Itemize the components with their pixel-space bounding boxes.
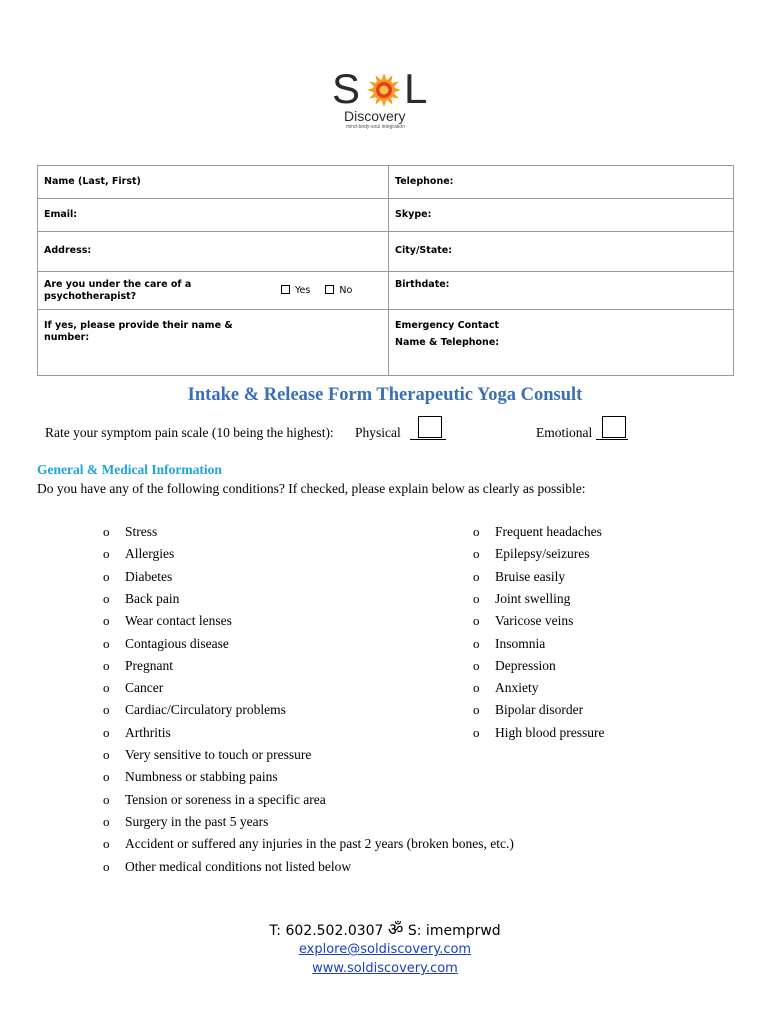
footer-skype: S: imemprwd <box>407 923 501 939</box>
sun-icon <box>366 72 402 108</box>
bullet-icon: o <box>473 657 480 673</box>
client-info-table <box>37 165 734 376</box>
list-item[interactable]: Depression <box>495 657 556 673</box>
table-row <box>38 199 733 232</box>
city-state-label: City/State: <box>395 245 453 256</box>
list-item[interactable]: Cardiac/Circulatory problems <box>125 702 286 718</box>
list-item[interactable]: Anxiety <box>495 680 539 696</box>
emergency-label-line-2: Name & Telephone: <box>395 337 500 348</box>
list-item[interactable]: Other medical conditions not listed below <box>125 858 352 874</box>
name-cell[interactable] <box>38 166 389 198</box>
logo-discovery-text: Discovery <box>344 108 406 124</box>
footer-email-line <box>0 942 770 957</box>
bullet-icon: o <box>103 836 110 852</box>
footer-website-link[interactable]: www.soldiscovery.com <box>312 961 458 976</box>
no-option[interactable] <box>325 285 352 296</box>
list-item[interactable]: Allergies <box>125 546 175 562</box>
city-state-cell[interactable] <box>389 232 733 271</box>
conditions-question: Do you have any of the following conditions? If checked, please explain below as clearly as possible: <box>37 481 586 496</box>
list-item[interactable]: Joint swelling <box>495 590 571 606</box>
skype-label: Skype: <box>395 209 432 220</box>
emergency-label-line-1: Emergency Contact <box>395 320 500 331</box>
footer-website-line <box>0 961 770 976</box>
yes-label: Yes <box>295 285 311 296</box>
section-heading: General & Medical Information <box>37 462 222 477</box>
sol-discovery-logo <box>330 65 440 132</box>
email-label: Email: <box>44 209 78 220</box>
logo-tagline: mind-body-soul integration <box>346 124 405 130</box>
birthdate-cell[interactable] <box>389 272 733 309</box>
no-label: No <box>339 285 353 296</box>
address-label: Address: <box>44 245 92 256</box>
telephone-label: Telephone: <box>395 176 454 187</box>
provider-cell[interactable] <box>38 310 389 376</box>
provider-label-line-1: If yes, please provide their name & <box>44 320 233 331</box>
bullet-icon: o <box>103 813 110 829</box>
bullet-icon: o <box>103 635 110 651</box>
address-cell[interactable] <box>38 232 389 271</box>
bullet-icon: o <box>103 590 110 606</box>
table-row <box>38 232 733 272</box>
list-item[interactable]: Back pain <box>125 590 180 606</box>
list-item[interactable]: Pregnant <box>125 657 173 673</box>
list-item[interactable]: Insomnia <box>495 635 546 651</box>
list-item[interactable]: Bipolar disorder <box>495 702 584 718</box>
list-item[interactable]: Bruise easily <box>495 568 566 584</box>
list-item[interactable]: Arthritis <box>125 724 171 740</box>
name-label: Name (Last, First) <box>44 176 141 187</box>
bullet-icon: o <box>103 858 110 874</box>
emergency-contact-cell[interactable] <box>389 310 733 376</box>
table-row <box>38 310 733 376</box>
bullet-icon: o <box>473 546 480 562</box>
bullet-icon: o <box>103 747 110 762</box>
psychotherapist-options <box>281 285 364 296</box>
yes-option[interactable] <box>281 285 310 296</box>
bullet-icon: o <box>103 680 110 696</box>
list-item[interactable]: Tension or soreness in a specific area <box>125 791 326 807</box>
skype-cell[interactable] <box>389 199 733 231</box>
no-checkbox[interactable] <box>325 285 334 294</box>
footer-contact-line <box>0 917 770 940</box>
list-item[interactable]: Numbness or stabbing pains <box>125 769 278 785</box>
bullet-icon: o <box>103 724 110 740</box>
list-item[interactable]: Wear contact lenses <box>125 613 232 629</box>
psychotherapist-label-line-1: Are you under the care of a <box>44 279 192 290</box>
physical-label: Physical <box>355 425 401 440</box>
email-cell[interactable] <box>38 199 389 231</box>
list-item[interactable]: Varicose veins <box>495 613 574 629</box>
emotional-pain-box[interactable] <box>602 416 626 438</box>
list-item[interactable]: Cancer <box>125 680 164 696</box>
logo-letter-s: S <box>332 65 362 112</box>
table-row <box>38 166 733 199</box>
birthdate-label: Birthdate: <box>395 279 450 290</box>
footer-phone: T: 602.502.0307 <box>269 923 384 939</box>
yes-checkbox[interactable] <box>281 285 290 294</box>
bullet-icon: o <box>473 680 480 696</box>
bullet-icon: o <box>103 524 110 539</box>
list-item[interactable]: Contagious disease <box>125 635 229 651</box>
bullet-icon: o <box>473 613 480 629</box>
bullet-icon: o <box>103 546 110 562</box>
provider-label-line-2: number: <box>44 332 90 343</box>
pain-scale-prompt: Rate your symptom pain scale (10 being the highest): <box>45 425 334 440</box>
list-item[interactable]: High blood pressure <box>495 724 605 740</box>
list-item[interactable]: Diabetes <box>125 568 173 584</box>
bullet-icon: o <box>103 657 110 673</box>
bullet-icon: o <box>473 635 480 651</box>
table-row <box>38 272 733 310</box>
list-item[interactable]: Stress <box>125 524 158 539</box>
bullet-icon: o <box>473 702 480 718</box>
physical-pain-box[interactable] <box>418 416 442 438</box>
physical-underline <box>410 439 446 440</box>
bullet-icon: o <box>473 568 480 584</box>
footer-email-link[interactable]: explore@soldiscovery.com <box>298 942 472 957</box>
bullet-icon: o <box>473 724 480 740</box>
psychotherapist-label-line-2: psychotherapist? <box>44 291 137 302</box>
om-icon: ॐ <box>387 920 404 940</box>
bullet-icon: o <box>103 568 110 584</box>
bullet-icon: o <box>103 613 110 629</box>
list-item[interactable]: Very sensitive to touch or pressure <box>125 747 312 762</box>
bullet-icon: o <box>103 702 110 718</box>
bullet-icon: o <box>103 791 110 807</box>
list-item[interactable]: Surgery in the past 5 years <box>125 813 269 829</box>
emotional-underline <box>596 439 628 440</box>
list-item[interactable]: Frequent headaches <box>495 524 602 539</box>
list-item[interactable]: Epilepsy/seizures <box>495 546 590 562</box>
bullet-icon: o <box>103 769 110 785</box>
logo-letter-l: L <box>404 65 429 112</box>
bullet-icon: o <box>473 524 480 539</box>
telephone-cell[interactable] <box>389 166 733 198</box>
form-title: Intake & Release Form Therapeutic Yoga Consult <box>187 385 583 405</box>
bullet-icon: o <box>473 590 480 606</box>
emotional-label: Emotional <box>536 425 593 440</box>
list-item[interactable]: Accident or suffered any injuries in the past 2 years (broken bones, etc.) <box>125 836 514 852</box>
